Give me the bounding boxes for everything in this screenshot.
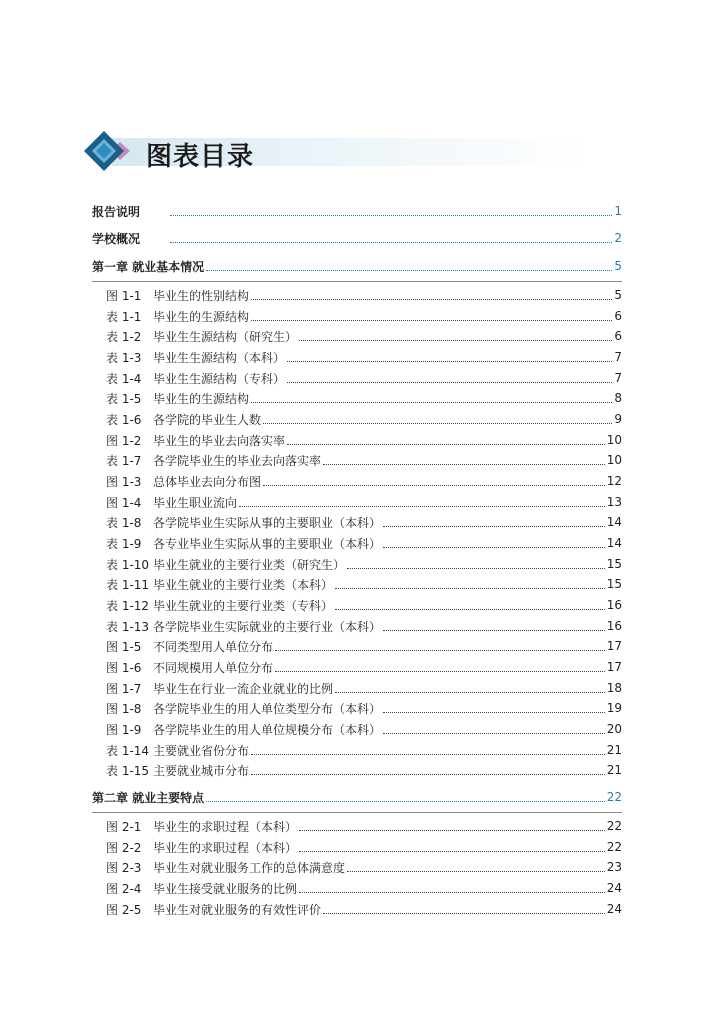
toc-leader-dots (275, 671, 605, 672)
toc-item-title: 毕业生的求职过程（本科） (153, 840, 298, 855)
toc-item-title: 总体毕业去向分布图 (153, 474, 262, 489)
toc-item-number: 图 1-9 (106, 722, 142, 737)
toc-leader-dots (251, 299, 612, 300)
toc-item-number: 表 1-10 (106, 557, 150, 572)
toc-page-number: 21 (606, 763, 622, 777)
toc-page-number: 2 (614, 231, 622, 245)
toc-page-number: 14 (606, 536, 622, 550)
diamond-logo-icon (82, 128, 142, 174)
toc-leader-dots (383, 712, 605, 713)
toc-item-number: 图 2-3 (106, 860, 142, 875)
toc-item-number: 表 1-8 (106, 515, 142, 530)
toc-item-title: 毕业生在行业一流企业就业的比例 (153, 681, 334, 696)
toc-leader-dots (170, 242, 612, 243)
toc-page-number: 5 (614, 288, 622, 302)
toc-item-title: 各专业毕业生实际从事的主要职业（本科） (153, 536, 382, 551)
toc-item-title: 毕业生的生源结构 (153, 391, 250, 406)
toc-item-number: 表 1-3 (106, 350, 142, 365)
toc-page-number: 6 (614, 329, 622, 343)
toc-item-title: 不同类型用人单位分布 (153, 639, 274, 654)
toc-leader-dots (251, 402, 612, 403)
toc-item-title: 各学院毕业生的毕业去向落实率 (153, 453, 322, 468)
toc-leader-dots (347, 568, 605, 569)
toc-item[interactable] (92, 838, 622, 856)
toc-page-number: 22 (606, 790, 622, 804)
toc-leader-dots (287, 444, 605, 445)
toc-item[interactable] (92, 348, 622, 366)
toc-page-number: 15 (606, 557, 622, 571)
toc-item-number: 表 1-5 (106, 391, 142, 406)
toc-leader-dots (263, 485, 605, 486)
toc-page-number: 16 (606, 598, 622, 612)
toc-page-number: 9 (614, 412, 622, 426)
toc-leader-dots (335, 588, 605, 589)
toc-page-number: 10 (606, 453, 622, 467)
toc-leader-dots (383, 630, 605, 631)
toc-page-number: 14 (606, 515, 622, 529)
toc-leader-dots (287, 361, 612, 362)
toc-page-number: 15 (606, 577, 622, 591)
toc-leader-dots (263, 423, 612, 424)
toc-page-number: 24 (606, 902, 622, 916)
toc-leader-dots (206, 801, 605, 802)
toc-page-number: 8 (614, 391, 622, 405)
toc-item-title: 主要就业城市分布 (153, 763, 250, 778)
toc-item-number: 图 1-7 (106, 681, 142, 696)
toc-leader-dots (299, 830, 605, 831)
toc-item-title: 毕业生生源结构（研究生） (153, 329, 298, 344)
toc-page-number: 13 (606, 495, 622, 509)
toc-page-number: 1 (614, 204, 622, 218)
toc-item[interactable] (92, 493, 622, 511)
toc-leader-dots (239, 506, 605, 507)
toc-item[interactable] (92, 637, 622, 655)
toc-leader-dots (383, 733, 605, 734)
toc-item-title: 毕业生就业的主要行业类（研究生） (153, 557, 346, 572)
toc-page-number: 6 (614, 309, 622, 323)
toc-page-number: 17 (606, 639, 622, 653)
toc-item-title: 主要就业省份分布 (153, 743, 250, 758)
toc-item-number: 图 1-1 (106, 288, 142, 303)
toc-item-title: 各学院毕业生的用人单位规模分布（本科） (153, 722, 382, 737)
toc-item[interactable] (92, 879, 622, 897)
toc-item-title: 各学院毕业生实际就业的主要行业（本科） (153, 619, 382, 634)
toc-item-number: 表 1-4 (106, 371, 142, 386)
toc-item[interactable] (92, 761, 622, 779)
toc-item[interactable] (92, 472, 622, 490)
toc-item[interactable] (92, 451, 622, 469)
toc-item-number: 表 1-14 (106, 743, 150, 758)
toc-leader-dots (323, 913, 605, 914)
toc-item-number: 图 1-2 (106, 433, 142, 448)
toc-item-number: 图 1-5 (106, 639, 142, 654)
toc-section-report-note[interactable] (92, 202, 622, 220)
toc-item[interactable] (92, 817, 622, 835)
toc-item[interactable] (92, 658, 622, 676)
toc-page-number: 21 (606, 743, 622, 757)
toc-section-title: 学校概况 (92, 231, 141, 246)
toc-page-number: 23 (606, 860, 622, 874)
page-header (82, 128, 642, 174)
toc-item[interactable] (92, 617, 622, 635)
toc-leader-dots (323, 464, 605, 465)
toc-page-number: 22 (606, 840, 622, 854)
toc-leader-dots (251, 774, 605, 775)
toc-item[interactable] (92, 286, 622, 304)
toc-item[interactable] (92, 555, 622, 573)
toc-item-title: 不同规模用人单位分布 (153, 660, 274, 675)
toc-leader-dots (299, 892, 605, 893)
toc-leader-dots (251, 320, 612, 321)
toc-item-title: 毕业生就业的主要行业类（专科） (153, 598, 334, 613)
toc-leader-dots (170, 215, 612, 216)
toc-chapter-2[interactable] (92, 788, 622, 806)
toc-leader-dots (287, 382, 612, 383)
toc-item-number: 表 1-2 (106, 329, 142, 344)
toc-section-school-overview[interactable] (92, 229, 622, 247)
toc-page-number: 20 (606, 722, 622, 736)
toc-chapter-title: 第二章 就业主要特点 (92, 790, 205, 805)
toc-item-number: 表 1-13 (106, 619, 150, 634)
toc-item[interactable] (92, 699, 622, 717)
toc-item-number: 图 1-4 (106, 495, 142, 510)
toc-leader-dots (206, 270, 612, 271)
toc-leader-dots (299, 340, 612, 341)
toc-item-title: 毕业生对就业服务工作的总体满意度 (153, 860, 346, 875)
toc-item-number: 图 2-1 (106, 819, 142, 834)
page-title: 图表目录 (146, 142, 255, 172)
toc-item[interactable] (92, 389, 622, 407)
toc-item-number: 表 1-15 (106, 763, 150, 778)
toc-item-title: 各学院毕业生的用人单位类型分布（本科） (153, 701, 382, 716)
toc-leader-dots (383, 547, 605, 548)
toc-page-number: 7 (614, 350, 622, 364)
toc-page-number: 16 (606, 619, 622, 633)
toc-item[interactable] (92, 410, 622, 428)
toc-item-number: 表 1-11 (106, 577, 150, 592)
toc-page-number: 24 (606, 881, 622, 895)
toc-leader-dots (275, 650, 605, 651)
toc-item-number: 表 1-7 (106, 453, 142, 468)
chapter-2-divider (92, 812, 622, 813)
chapter-1-divider (92, 281, 622, 282)
toc-item-number: 图 1-8 (106, 701, 142, 716)
toc-item-number: 表 1-1 (106, 309, 142, 324)
toc-page-number: 5 (614, 259, 622, 273)
toc-page-number: 10 (606, 433, 622, 447)
toc-section-title: 报告说明 (92, 204, 141, 219)
toc-item-number: 表 1-6 (106, 412, 142, 427)
toc-item[interactable] (92, 858, 622, 876)
toc-item[interactable] (92, 327, 622, 345)
toc-page-number: 17 (606, 660, 622, 674)
toc-leader-dots (335, 609, 605, 610)
toc-item[interactable] (92, 679, 622, 697)
toc-item[interactable] (92, 369, 622, 387)
toc-item-number: 图 2-4 (106, 881, 142, 896)
toc-leader-dots (383, 526, 605, 527)
toc-page-number: 18 (606, 681, 622, 695)
toc-page-number: 22 (606, 819, 622, 833)
toc-item-title: 毕业生的性别结构 (153, 288, 250, 303)
toc-leader-dots (251, 754, 605, 755)
toc-item-number: 图 2-2 (106, 840, 142, 855)
toc-item-title: 毕业生接受就业服务的比例 (153, 881, 298, 896)
toc-item-number: 图 1-3 (106, 474, 142, 489)
toc-item[interactable] (92, 720, 622, 738)
toc-page-number: 19 (606, 701, 622, 715)
toc-item[interactable] (92, 307, 622, 325)
toc-item-number: 表 1-9 (106, 536, 142, 551)
toc-page-number: 7 (614, 371, 622, 385)
toc-item-title: 毕业生的生源结构 (153, 309, 250, 324)
toc-item-title: 各学院毕业生实际从事的主要职业（本科） (153, 515, 382, 530)
toc-item-title: 毕业生生源结构（专科） (153, 371, 286, 386)
toc-leader-dots (335, 692, 605, 693)
toc-item-title: 毕业生对就业服务的有效性评价 (153, 902, 322, 917)
toc-item-number: 图 2-5 (106, 902, 142, 917)
toc-item[interactable] (92, 741, 622, 759)
toc-item[interactable] (92, 513, 622, 531)
toc-leader-dots (299, 851, 605, 852)
toc-item-number: 图 1-6 (106, 660, 142, 675)
toc-item-title: 毕业生就业的主要行业类（本科） (153, 577, 334, 592)
toc-item-title: 毕业生职业流向 (153, 495, 238, 510)
toc-item-title: 毕业生的求职过程（本科） (153, 819, 298, 834)
toc-item[interactable] (92, 431, 622, 449)
toc-page-number: 12 (606, 474, 622, 488)
toc-item[interactable] (92, 596, 622, 614)
toc-item-number: 表 1-12 (106, 598, 150, 613)
toc-chapter-1[interactable] (92, 257, 622, 275)
toc-item-title: 毕业生的毕业去向落实率 (153, 433, 286, 448)
toc-item[interactable] (92, 900, 622, 918)
toc-item[interactable] (92, 575, 622, 593)
toc-item[interactable] (92, 534, 622, 552)
toc-chapter-title: 第一章 就业基本情况 (92, 259, 205, 274)
toc-leader-dots (347, 871, 605, 872)
toc-item-title: 毕业生生源结构（本科） (153, 350, 286, 365)
toc-item-title: 各学院的毕业生人数 (153, 412, 262, 427)
